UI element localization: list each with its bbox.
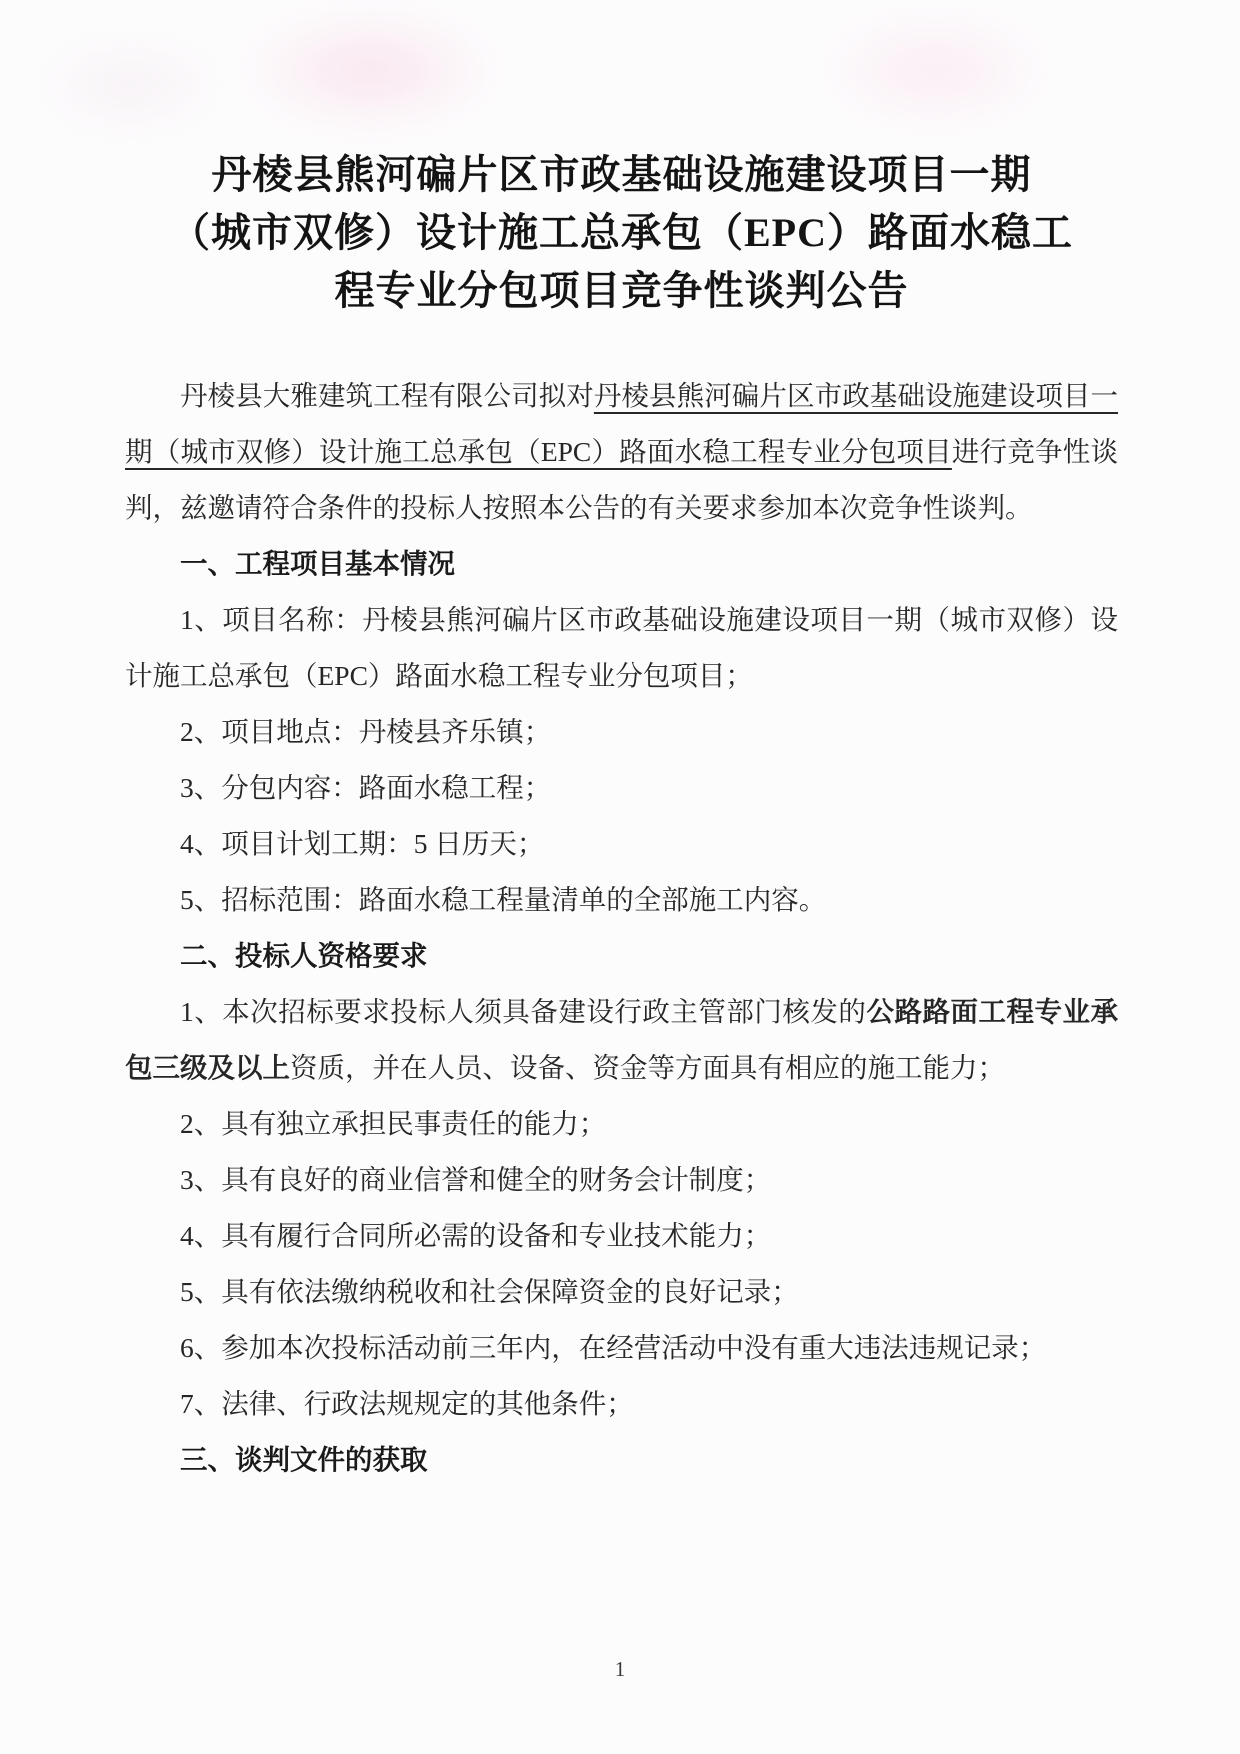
section2-item1-prefix: 1、本次招标要求投标人须具备建设行政主管部门核发的 <box>180 996 867 1027</box>
section1-item-5: 5、招标范围：路面水稳工程量清单的全部施工内容。 <box>180 884 827 915</box>
scan-artifact <box>40 40 220 130</box>
section2-item-2: 2、具有独立承担民事责任的能力； <box>180 1108 607 1139</box>
section2-item1-suffix: 资质，并在人员、设备、资金等方面具有相应的施工能力； <box>290 1052 1005 1083</box>
section1-item-4: 4、项目计划工期：5 日历天； <box>180 828 545 859</box>
intro-suffix: 进行竞争性谈判，兹邀请符合条件的投标人按照本公告的有关要求参加本次竞争性谈判。 <box>125 436 1119 523</box>
section1-item-1: 1、项目名称：丹棱县熊河碥片区市政基础设施建设项目一期（城市双修）设计施工总承包（EPC）路面水稳工程专业分包项目； <box>125 604 1118 691</box>
section1-item-3: 3、分包内容：路面水稳工程； <box>180 772 552 803</box>
section3-heading: 三、谈判文件的获取 <box>180 1444 428 1475</box>
scan-artifact <box>820 15 1050 125</box>
document-body <box>125 368 1118 1488</box>
title-line-2: （城市双修）设计施工总承包（EPC）路面水稳工 <box>170 210 1073 255</box>
page-content <box>125 146 1118 1488</box>
section1-item-2: 2、项目地点：丹棱县齐乐镇； <box>180 716 552 747</box>
title-line-3: 程专业分包项目竞争性谈判公告 <box>334 268 909 313</box>
section2-heading: 二、投标人资格要求 <box>180 940 428 971</box>
intro-prefix: 丹棱县大雅建筑工程有限公司拟对 <box>180 380 594 411</box>
section2-item-3: 3、具有良好的商业信誉和健全的财务会计制度； <box>180 1164 772 1195</box>
intro-project-name-underlined: 丹棱县熊河碥片区市政基础设施建设项目一期（城市双修）设计施工总承包（EPC）路面水稳工程专业分包项目 <box>125 380 1119 467</box>
section1-heading: 一、工程项目基本情况 <box>180 548 455 579</box>
section2-item-1 <box>125 984 1118 1096</box>
title-line-1: 丹棱县熊河碥片区市政基础设施建设项目一期 <box>211 152 1032 197</box>
section2-item-7: 7、法律、行政法规规定的其他条件； <box>180 1388 634 1419</box>
section2-item1-qualification-bold: 公路路面工程专业承包三级及以上 <box>125 996 1118 1083</box>
document-title <box>125 146 1118 320</box>
page-number: 1 <box>614 1657 626 1681</box>
intro-paragraph <box>125 368 1118 536</box>
section2-item-6: 6、参加本次投标活动前三年内，在经营活动中没有重大违法违规记录； <box>180 1332 1047 1363</box>
scan-artifact <box>240 10 500 130</box>
section2-item-4: 4、具有履行合同所必需的设备和专业技术能力； <box>180 1220 772 1251</box>
section2-item-5: 5、具有依法缴纳税收和社会保障资金的良好记录； <box>180 1276 799 1307</box>
